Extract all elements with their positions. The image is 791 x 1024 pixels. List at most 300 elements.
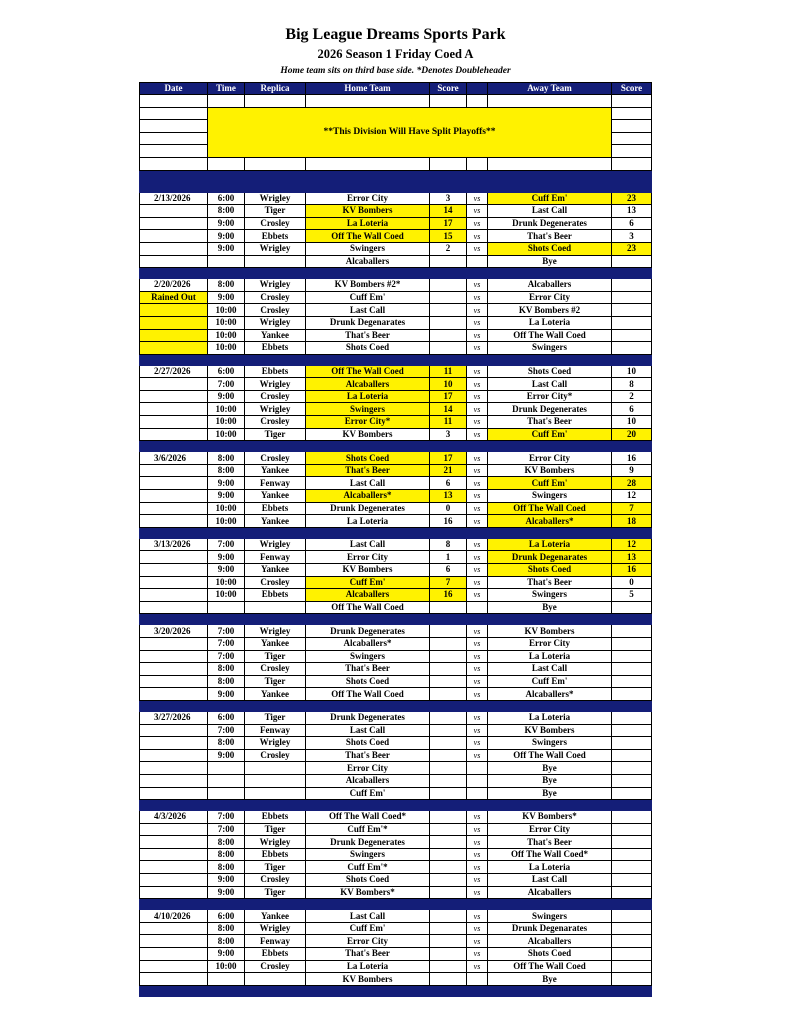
away-team-cell: La Loteria bbox=[488, 650, 612, 663]
time-cell bbox=[208, 255, 245, 268]
home-team-cell: Error City* bbox=[306, 416, 430, 429]
game-row bbox=[140, 724, 652, 737]
game-row bbox=[140, 242, 652, 255]
replica-cell: Crosley bbox=[245, 416, 306, 429]
date-cell bbox=[140, 329, 208, 342]
time-cell: 8:00 bbox=[208, 675, 245, 688]
date-cell bbox=[140, 589, 208, 602]
week-separator bbox=[140, 441, 652, 452]
away-team-cell: Cuff Em' bbox=[488, 428, 612, 441]
replica-cell: Ebbets bbox=[245, 365, 306, 378]
replica-cell: Wrigley bbox=[245, 279, 306, 292]
date-cell bbox=[140, 390, 208, 403]
separator-cell bbox=[612, 170, 652, 181]
away-team-cell: Last Call bbox=[488, 874, 612, 887]
home-score-cell bbox=[430, 874, 467, 887]
home-score-cell bbox=[430, 811, 467, 824]
separator-cell bbox=[245, 268, 306, 279]
home-team-cell: Off The Wall Coed bbox=[306, 365, 430, 378]
vs-cell: vs bbox=[467, 922, 488, 935]
date-cell bbox=[140, 378, 208, 391]
separator-cell bbox=[467, 441, 488, 452]
home-score-cell bbox=[430, 329, 467, 342]
home-team-cell: KV Bombers* bbox=[306, 886, 430, 899]
away-team-cell: KV Bombers bbox=[488, 724, 612, 737]
away-team-cell: That's Beer bbox=[488, 416, 612, 429]
replica-cell: Yankee bbox=[245, 910, 306, 923]
away-team-cell: Bye bbox=[488, 774, 612, 787]
away-score-cell bbox=[612, 886, 652, 899]
away-team-cell: La Loteria bbox=[488, 861, 612, 874]
vs-cell: vs bbox=[467, 365, 488, 378]
vs-cell: vs bbox=[467, 416, 488, 429]
replica-cell: Fenway bbox=[245, 477, 306, 490]
replica-cell: Wrigley bbox=[245, 316, 306, 329]
date-cell bbox=[140, 935, 208, 948]
separator-cell bbox=[208, 700, 245, 711]
time-cell: 9:00 bbox=[208, 874, 245, 887]
separator-cell bbox=[467, 985, 488, 996]
week-separator bbox=[140, 170, 652, 181]
time-cell: 10:00 bbox=[208, 428, 245, 441]
time-cell: 10:00 bbox=[208, 316, 245, 329]
replica-cell: Wrigley bbox=[245, 378, 306, 391]
home-team-cell: That's Beer bbox=[306, 464, 430, 477]
home-score-cell bbox=[430, 848, 467, 861]
separator-cell bbox=[430, 268, 467, 279]
replica-cell: Fenway bbox=[245, 551, 306, 564]
away-score-cell bbox=[612, 823, 652, 836]
time-cell: 8:00 bbox=[208, 663, 245, 676]
date-cell bbox=[140, 960, 208, 973]
home-score-cell bbox=[430, 255, 467, 268]
vs-cell bbox=[467, 762, 488, 775]
home-team-cell: Cuff Em' bbox=[306, 576, 430, 589]
separator-cell bbox=[208, 354, 245, 365]
col-away-score: Score bbox=[612, 83, 652, 95]
away-team-cell: KV Bombers bbox=[488, 625, 612, 638]
away-score-cell bbox=[612, 910, 652, 923]
separator-cell bbox=[612, 899, 652, 910]
away-score-cell: 28 bbox=[612, 477, 652, 490]
time-cell: 10:00 bbox=[208, 304, 245, 317]
time-cell: 9:00 bbox=[208, 564, 245, 577]
vs-cell: vs bbox=[467, 663, 488, 676]
game-row bbox=[140, 886, 652, 899]
away-team-cell: Error City bbox=[488, 452, 612, 465]
home-team-cell: Error City bbox=[306, 935, 430, 948]
week-separator bbox=[140, 800, 652, 811]
away-team-cell: La Loteria bbox=[488, 538, 612, 551]
vs-cell: vs bbox=[467, 428, 488, 441]
home-team-cell: Drunk Degenarates bbox=[306, 316, 430, 329]
banner-row bbox=[140, 107, 652, 120]
separator-cell bbox=[612, 354, 652, 365]
away-score-cell bbox=[612, 836, 652, 849]
vs-cell: vs bbox=[467, 217, 488, 230]
home-team-cell: La Loteria bbox=[306, 390, 430, 403]
home-score-cell bbox=[430, 637, 467, 650]
schedule-body bbox=[140, 95, 652, 997]
week-separator bbox=[140, 268, 652, 279]
vs-cell: vs bbox=[467, 724, 488, 737]
date-cell bbox=[140, 242, 208, 255]
separator-cell bbox=[612, 985, 652, 996]
date-cell bbox=[140, 490, 208, 503]
home-team-cell: Swingers bbox=[306, 650, 430, 663]
separator-cell bbox=[430, 170, 467, 181]
away-score-cell: 9 bbox=[612, 464, 652, 477]
playoffs-banner: **This Division Will Have Split Playoffs** bbox=[208, 107, 612, 157]
date-cell bbox=[140, 675, 208, 688]
away-team-cell: Bye bbox=[488, 762, 612, 775]
home-score-cell bbox=[430, 711, 467, 724]
vs-cell: vs bbox=[467, 874, 488, 887]
home-score-cell: 0 bbox=[430, 502, 467, 515]
home-score-cell bbox=[430, 886, 467, 899]
time-cell bbox=[208, 787, 245, 800]
home-team-cell: Shots Coed bbox=[306, 675, 430, 688]
replica-cell: Ebbets bbox=[245, 948, 306, 961]
replica-cell: Crosley bbox=[245, 874, 306, 887]
game-row bbox=[140, 316, 652, 329]
replica-cell: Yankee bbox=[245, 490, 306, 503]
separator-cell bbox=[208, 985, 245, 996]
home-team-cell: Cuff Em'* bbox=[306, 823, 430, 836]
away-score-cell bbox=[612, 762, 652, 775]
date-cell bbox=[140, 861, 208, 874]
away-score-cell: 2 bbox=[612, 390, 652, 403]
date-cell bbox=[140, 342, 208, 355]
date-cell bbox=[140, 464, 208, 477]
replica-cell: Tiger bbox=[245, 823, 306, 836]
away-team-cell: That's Beer bbox=[488, 230, 612, 243]
home-score-cell: 10 bbox=[430, 378, 467, 391]
game-row bbox=[140, 787, 652, 800]
replica-cell: Crosley bbox=[245, 291, 306, 304]
game-row bbox=[140, 515, 652, 528]
home-team-cell: Last Call bbox=[306, 538, 430, 551]
date-cell bbox=[140, 230, 208, 243]
replica-cell: Crosley bbox=[245, 304, 306, 317]
separator-cell bbox=[488, 800, 612, 811]
home-score-cell: 14 bbox=[430, 403, 467, 416]
time-cell: 10:00 bbox=[208, 342, 245, 355]
home-score-cell bbox=[430, 291, 467, 304]
date-cell bbox=[140, 737, 208, 750]
vs-cell: vs bbox=[467, 886, 488, 899]
away-team-cell: KV Bombers #2 bbox=[488, 304, 612, 317]
time-cell: 7:00 bbox=[208, 823, 245, 836]
game-row bbox=[140, 329, 652, 342]
time-cell: 7:00 bbox=[208, 625, 245, 638]
replica-cell: Wrigley bbox=[245, 836, 306, 849]
separator-cell bbox=[140, 268, 208, 279]
replica-cell: Tiger bbox=[245, 675, 306, 688]
game-row bbox=[140, 836, 652, 849]
separator-cell bbox=[208, 527, 245, 538]
home-score-cell bbox=[430, 304, 467, 317]
separator-cell bbox=[245, 170, 306, 181]
home-score-cell bbox=[430, 688, 467, 701]
vs-cell: vs bbox=[467, 749, 488, 762]
home-team-cell: KV Bombers bbox=[306, 973, 430, 986]
away-score-cell bbox=[612, 650, 652, 663]
time-cell: 10:00 bbox=[208, 329, 245, 342]
separator-cell bbox=[612, 800, 652, 811]
vs-cell: vs bbox=[467, 390, 488, 403]
separator-cell bbox=[430, 899, 467, 910]
time-cell: 8:00 bbox=[208, 737, 245, 750]
replica-cell bbox=[245, 787, 306, 800]
time-cell bbox=[208, 973, 245, 986]
separator-cell bbox=[306, 181, 430, 192]
home-team-cell: Off The Wall Coed bbox=[306, 601, 430, 614]
separator-cell bbox=[488, 700, 612, 711]
col-away-team: Away Team bbox=[488, 83, 612, 95]
home-score-cell bbox=[430, 960, 467, 973]
home-team-cell: Drunk Degenerates bbox=[306, 836, 430, 849]
separator-cell bbox=[208, 800, 245, 811]
separator-cell bbox=[140, 899, 208, 910]
game-row bbox=[140, 551, 652, 564]
time-cell: 10:00 bbox=[208, 515, 245, 528]
away-score-cell bbox=[612, 749, 652, 762]
date-cell bbox=[140, 601, 208, 614]
replica-cell bbox=[245, 255, 306, 268]
away-team-cell: Shots Coed bbox=[488, 948, 612, 961]
vs-cell bbox=[467, 601, 488, 614]
game-row bbox=[140, 589, 652, 602]
away-score-cell bbox=[612, 861, 652, 874]
home-score-cell: 15 bbox=[430, 230, 467, 243]
separator-cell bbox=[208, 170, 245, 181]
home-score-cell bbox=[430, 948, 467, 961]
replica-cell bbox=[245, 762, 306, 775]
date-cell: 2/13/2026 bbox=[140, 192, 208, 205]
date-cell bbox=[140, 874, 208, 887]
date-cell bbox=[140, 922, 208, 935]
time-cell: 10:00 bbox=[208, 416, 245, 429]
vs-cell bbox=[467, 774, 488, 787]
vs-cell: vs bbox=[467, 316, 488, 329]
game-row bbox=[140, 205, 652, 218]
away-team-cell: Last Call bbox=[488, 378, 612, 391]
separator-cell bbox=[430, 614, 467, 625]
vs-cell: vs bbox=[467, 279, 488, 292]
date-cell bbox=[140, 255, 208, 268]
home-team-cell: Cuff Em'* bbox=[306, 861, 430, 874]
game-row bbox=[140, 922, 652, 935]
separator-cell bbox=[612, 181, 652, 192]
home-score-cell: 3 bbox=[430, 428, 467, 441]
away-score-cell bbox=[612, 688, 652, 701]
replica-cell: Tiger bbox=[245, 205, 306, 218]
blank-row bbox=[140, 95, 652, 108]
week-separator bbox=[140, 985, 652, 996]
date-cell: 3/27/2026 bbox=[140, 711, 208, 724]
game-row bbox=[140, 490, 652, 503]
away-score-cell bbox=[612, 625, 652, 638]
away-score-cell: 16 bbox=[612, 564, 652, 577]
replica-cell: Yankee bbox=[245, 564, 306, 577]
time-cell: 8:00 bbox=[208, 452, 245, 465]
home-team-cell: Alcaballers bbox=[306, 378, 430, 391]
away-team-cell: La Loteria bbox=[488, 316, 612, 329]
time-cell: 8:00 bbox=[208, 922, 245, 935]
separator-cell bbox=[467, 800, 488, 811]
time-cell: 9:00 bbox=[208, 217, 245, 230]
vs-cell: vs bbox=[467, 205, 488, 218]
game-row bbox=[140, 230, 652, 243]
home-team-cell: Error City bbox=[306, 762, 430, 775]
game-row bbox=[140, 403, 652, 416]
date-cell bbox=[140, 724, 208, 737]
vs-cell: vs bbox=[467, 675, 488, 688]
separator-cell bbox=[430, 700, 467, 711]
game-row bbox=[140, 675, 652, 688]
time-cell: 8:00 bbox=[208, 836, 245, 849]
replica-cell: Crosley bbox=[245, 663, 306, 676]
away-team-cell: Swingers bbox=[488, 490, 612, 503]
time-cell: 6:00 bbox=[208, 711, 245, 724]
game-row bbox=[140, 291, 652, 304]
away-score-cell bbox=[612, 316, 652, 329]
separator-cell bbox=[306, 527, 430, 538]
away-score-cell bbox=[612, 675, 652, 688]
vs-cell: vs bbox=[467, 625, 488, 638]
away-score-cell: 0 bbox=[612, 576, 652, 589]
separator-cell bbox=[140, 985, 208, 996]
separator-cell bbox=[245, 181, 306, 192]
vs-cell: vs bbox=[467, 291, 488, 304]
separator-cell bbox=[306, 614, 430, 625]
vs-cell bbox=[467, 787, 488, 800]
time-cell: 8:00 bbox=[208, 935, 245, 948]
away-team-cell: Drunk Degenarates bbox=[488, 922, 612, 935]
away-score-cell bbox=[612, 342, 652, 355]
separator-cell bbox=[306, 170, 430, 181]
game-row bbox=[140, 749, 652, 762]
separator-cell bbox=[467, 181, 488, 192]
replica-cell: Wrigley bbox=[245, 922, 306, 935]
vs-cell: vs bbox=[467, 861, 488, 874]
away-team-cell: La Loteria bbox=[488, 711, 612, 724]
home-team-cell: Last Call bbox=[306, 910, 430, 923]
vs-cell: vs bbox=[467, 576, 488, 589]
home-team-cell: Cuff Em' bbox=[306, 922, 430, 935]
vs-cell: vs bbox=[467, 848, 488, 861]
replica-cell: Yankee bbox=[245, 329, 306, 342]
game-row bbox=[140, 774, 652, 787]
vs-cell: vs bbox=[467, 192, 488, 205]
away-score-cell: 18 bbox=[612, 515, 652, 528]
home-score-cell: 13 bbox=[430, 490, 467, 503]
separator-cell bbox=[612, 614, 652, 625]
separator-cell bbox=[306, 700, 430, 711]
replica-cell: Wrigley bbox=[245, 737, 306, 750]
separator-cell bbox=[467, 527, 488, 538]
separator-cell bbox=[488, 181, 612, 192]
separator-cell bbox=[467, 268, 488, 279]
replica-cell bbox=[245, 601, 306, 614]
game-row bbox=[140, 416, 652, 429]
game-row bbox=[140, 255, 652, 268]
vs-cell: vs bbox=[467, 935, 488, 948]
separator-cell bbox=[306, 985, 430, 996]
date-cell bbox=[140, 403, 208, 416]
col-replica: Replica bbox=[245, 83, 306, 95]
away-score-cell bbox=[612, 711, 652, 724]
separator-cell bbox=[430, 985, 467, 996]
week-separator bbox=[140, 700, 652, 711]
vs-cell: vs bbox=[467, 564, 488, 577]
game-row bbox=[140, 502, 652, 515]
away-score-cell bbox=[612, 948, 652, 961]
separator-cell bbox=[612, 268, 652, 279]
col-date: Date bbox=[140, 83, 208, 95]
home-score-cell bbox=[430, 836, 467, 849]
separator-cell bbox=[245, 985, 306, 996]
replica-cell: Yankee bbox=[245, 688, 306, 701]
away-team-cell: Alcaballers* bbox=[488, 688, 612, 701]
home-score-cell bbox=[430, 342, 467, 355]
game-row bbox=[140, 390, 652, 403]
vs-cell: vs bbox=[467, 452, 488, 465]
replica-cell: Tiger bbox=[245, 711, 306, 724]
away-team-cell: Off The Wall Coed bbox=[488, 502, 612, 515]
date-cell bbox=[140, 948, 208, 961]
away-team-cell: KV Bombers bbox=[488, 464, 612, 477]
game-row bbox=[140, 365, 652, 378]
date-cell bbox=[140, 304, 208, 317]
vs-cell: vs bbox=[467, 304, 488, 317]
separator-cell bbox=[208, 268, 245, 279]
replica-cell: Yankee bbox=[245, 464, 306, 477]
replica-cell: Crosley bbox=[245, 576, 306, 589]
game-row bbox=[140, 192, 652, 205]
date-cell: Rained Out bbox=[140, 291, 208, 304]
vs-cell: vs bbox=[467, 836, 488, 849]
time-cell: 7:00 bbox=[208, 724, 245, 737]
home-score-cell: 16 bbox=[430, 515, 467, 528]
col-home-team: Home Team bbox=[306, 83, 430, 95]
home-team-cell: Swingers bbox=[306, 403, 430, 416]
away-team-cell: Drunk Degenarates bbox=[488, 551, 612, 564]
time-cell: 9:00 bbox=[208, 688, 245, 701]
home-score-cell: 6 bbox=[430, 564, 467, 577]
vs-cell: vs bbox=[467, 477, 488, 490]
home-score-cell bbox=[430, 787, 467, 800]
away-score-cell: 7 bbox=[612, 502, 652, 515]
away-team-cell: Cuff Em' bbox=[488, 477, 612, 490]
replica-cell: Yankee bbox=[245, 637, 306, 650]
away-team-cell: Last Call bbox=[488, 663, 612, 676]
home-team-cell: KV Bombers bbox=[306, 428, 430, 441]
time-cell: 7:00 bbox=[208, 538, 245, 551]
time-cell: 9:00 bbox=[208, 948, 245, 961]
away-score-cell: 12 bbox=[612, 538, 652, 551]
home-score-cell: 8 bbox=[430, 538, 467, 551]
home-team-cell: Alcaballers* bbox=[306, 637, 430, 650]
separator-cell bbox=[430, 181, 467, 192]
home-team-cell: Error City bbox=[306, 192, 430, 205]
time-cell: 9:00 bbox=[208, 551, 245, 564]
away-score-cell bbox=[612, 601, 652, 614]
game-row bbox=[140, 874, 652, 887]
away-team-cell: Shots Coed bbox=[488, 365, 612, 378]
home-score-cell bbox=[430, 663, 467, 676]
